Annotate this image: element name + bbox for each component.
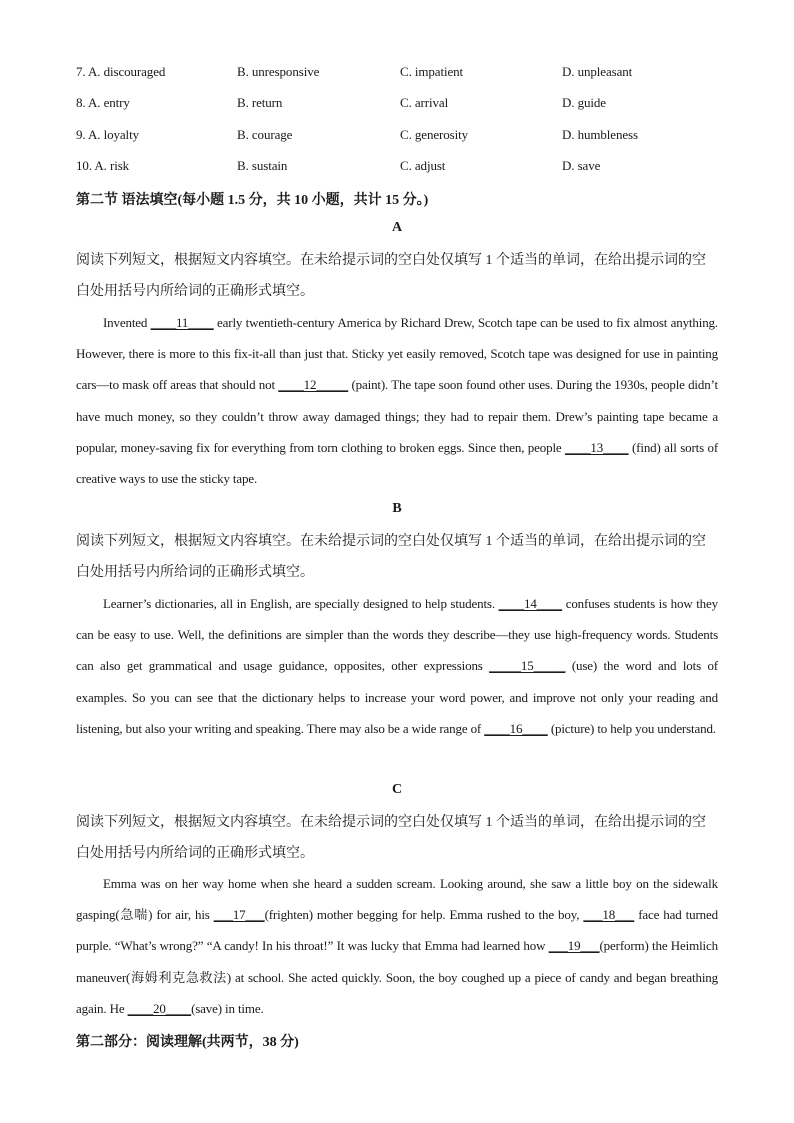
option-d: D. unpleasant — [562, 64, 633, 79]
blank-12: ____12_____ — [278, 377, 349, 393]
passage-b-text — [76, 588, 718, 744]
option-a: 10. A. risk — [76, 158, 130, 173]
text-run: confuses students is how they can be easy to use. Well, the definitions are simpler than the words they describe—they use high-frequency words. Students can also get grammatical and usage guidance, opposites, other expressions — [76, 596, 718, 674]
passage-c-instruction: 阅读下列短文，根据短文内容填空。在未给提示词的空白处仅填写 1 个适当的单词，在给出提示词的空白处用括号内所给词的正确形式填空。 — [76, 815, 706, 861]
option-d: D. humbleness — [562, 127, 638, 142]
text-run: early twentieth-century America by Richard Drew, Scotch tape can be used to fix almost anything. However, there is more to this fix-it-all than just that. Sticky yet easily removed, Scotch tape was designed for use in painting cars—to mask off areas that should not — [76, 315, 718, 393]
blank-19: ___19___ — [548, 938, 600, 954]
blank-17: ___17___ — [213, 907, 265, 923]
blank-15: _____15_____ — [489, 658, 566, 674]
text-run: Learner’s dictionaries, all in English, are specially designed to help students. — [103, 596, 499, 611]
blank-11: ____11____ — [150, 315, 214, 330]
text-run: (use) the word and lots of examples. So you can see that the dictionary helps to increase your word power, and improve not only your reading and listening, but also your writing and speaking. There may also be a wide range of — [76, 658, 718, 736]
option-b: B. return — [237, 95, 283, 110]
passage-a-instruction: 阅读下列短文，根据短文内容填空。在未给提示词的空白处仅填写 1 个适当的单词，在给出提示词的空白处用括号内所给词的正确形式填空。 — [76, 253, 706, 299]
text-run: (paint). The tape soon found other uses. During the 1930s, people didn’t have much money, so they couldn’t throw away damaged things; they had to repair them. Drew’s painting tape became a popular, money-saving fix for everything from torn clothing to broken eggs. Since then, people — [76, 377, 719, 455]
blank-16: ____16____ — [484, 720, 548, 736]
passage-b-instruction: 阅读下列短文，根据短文内容填空。在未给提示词的空白处仅填写 1 个适当的单词，在给出提示词的空白处用括号内所给词的正确形式填空。 — [76, 534, 706, 580]
option-c: C. adjust — [400, 158, 446, 173]
option-b: B. courage — [237, 127, 293, 142]
option-d: D. save — [562, 158, 601, 173]
option-d: D. guide — [562, 95, 606, 110]
passage-a-text — [76, 307, 718, 494]
option-b: B. unresponsive — [237, 64, 320, 79]
blank-13: ____13____ — [565, 439, 629, 455]
option-b: B. sustain — [237, 158, 288, 173]
option-a: 9. A. loyalty — [76, 127, 139, 142]
blank-20: ____20____ — [127, 1000, 192, 1016]
option-row-9 — [76, 127, 756, 145]
text-run: face had turned purple. “What’s wrong?” “A candy! In his throat!” It was lucky that Emma had learned how — [76, 907, 718, 954]
text-run: (picture) to help you understand. — [547, 720, 716, 736]
passage-b-label: B — [392, 501, 402, 516]
option-a: 7. A. discouraged — [76, 64, 166, 79]
part-heading: 第二部分：阅读理解(共两节，38 分) — [76, 1035, 299, 1050]
passage-a-label: A — [391, 220, 403, 235]
option-c: C. impatient — [400, 64, 464, 79]
blank-18: ___18___ — [583, 907, 635, 923]
text-run: (find) all sorts of creative ways to use the sticky tape. — [76, 439, 718, 487]
text-run: Emma was on her way home when she heard a sudden scream. Looking around, she saw a little boy on the sidewalk gasping(急喘) for air, his — [76, 876, 718, 923]
blank-14: ____14____ — [498, 596, 563, 611]
passage-c-label: C — [391, 782, 403, 797]
text-run: (frighten) mother begging for help. Emma rushed to the boy, — [264, 907, 584, 923]
text-run: Invented — [103, 315, 151, 330]
text-run: (perform) the Heimlich maneuver(海姆利克急救法) at school. She acted quickly. Soon, the boy coughed up a piece of candy and began breathing again. He — [76, 938, 718, 1016]
passage-c-text — [76, 868, 718, 1024]
option-row-10 — [76, 158, 756, 176]
option-c: C. arrival — [400, 95, 449, 110]
section-heading: 第二节 语法填空(每小题 1.5 分，共 10 小题，共计 15 分。) — [76, 193, 429, 208]
text-run: (save) in time. — [191, 1000, 264, 1016]
option-a: 8. A. entry — [76, 95, 130, 110]
option-row-8 — [76, 95, 756, 113]
option-row-7 — [76, 64, 756, 82]
option-c: C. generosity — [400, 127, 469, 142]
